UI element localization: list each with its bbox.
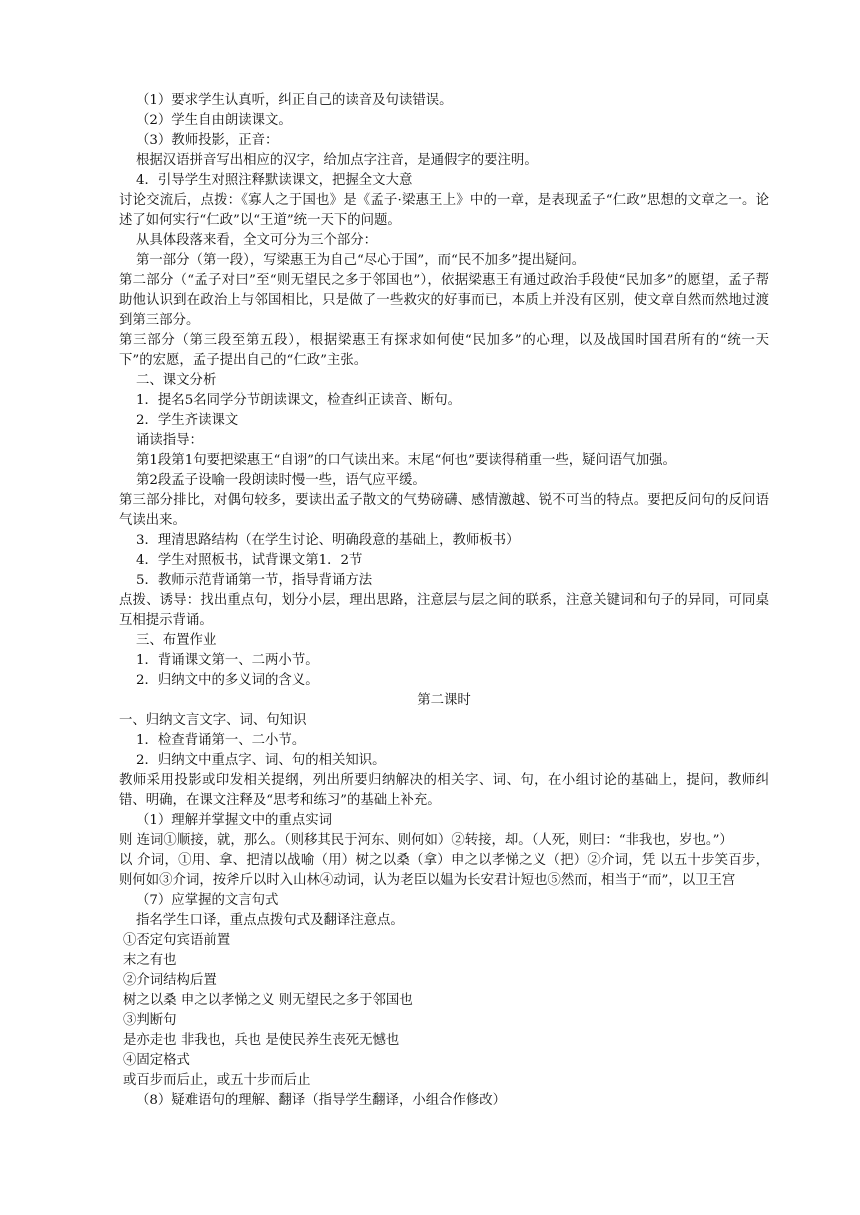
paragraph: 2．归纳文中的多义词的含义。	[136, 673, 319, 688]
paragraph: 则 连词①顺接，就，那么。（则移其民于河东、则何如）②转接，却。（人死，则曰：“非我也，岁也。”）	[119, 833, 733, 848]
paragraph: 指名学生口译，重点点拨句式及翻译注意点。	[136, 913, 404, 928]
paragraph: ③判断句	[123, 1013, 177, 1028]
paragraph: 1．背诵课文第一、二两小节。	[136, 653, 319, 668]
paragraph: 4．学生对照板书，试背课文第1．2节	[136, 553, 363, 568]
paragraph: 诵读指导：	[136, 433, 203, 448]
paragraph: 3．理清思路结构（在学生讨论、明确段意的基础上，教师板书）	[136, 533, 520, 548]
paragraph: 2．学生齐读课文	[136, 413, 239, 428]
paragraph: 第二部分（“孟子对曰”至“则无望民之多于邻国也”），依据梁惠王有通过政治手段使“民加多”的愿望，孟子帮助他认识到在政治上与邻国相比，只是做了一些救灾的好事而已，本质上并没有区别，使文章自然而然地过渡到第三部分。	[119, 273, 769, 328]
document-body	[119, 91, 769, 1111]
lesson-title: 第二课时	[417, 693, 471, 708]
paragraph: 1．检查背诵第一、二小节。	[136, 733, 306, 748]
paragraph: 1．提名5名同学分节朗读课文，检查纠正读音、断句。	[136, 393, 462, 408]
paragraph: 是亦走也 非我也，兵也 是使民养生丧死无憾也	[123, 1033, 400, 1048]
paragraph: ④固定格式	[123, 1053, 190, 1068]
paragraph: 第2段孟子设喻一段朗读时慢一些，语气应平缓。	[136, 473, 426, 488]
paragraph: 教师采用投影或印发相关提纲，列出所要归纳解决的相关字、词、句，在小组讨论的基础上，提问，教师纠错、明确，在课文注释及“思考和练习”的基础上补充。	[119, 773, 769, 808]
paragraph: 以 介词，①用、拿、把清以战喻（用）树之以桑（拿）申之以孝悌之义（把）②介词，凭 以五十步笑百步，则何如③介词，按斧斤以时入山林④动词，认为老臣以媪为长安君计短也⑤然而，相当于“而”，以卫王宫	[119, 853, 769, 888]
paragraph: ②介词结构后置	[123, 973, 217, 988]
subheading: （8）疑难语句的理解、翻译（指导学生翻译，小组合作修改）	[136, 1093, 507, 1108]
paragraph: （1）要求学生认真听，纠正自己的读音及句读错误。	[136, 93, 453, 108]
paragraph: 第一部分（第一段），写梁惠王为自己“尽心于国”，而“民不加多”提出疑问。	[136, 253, 586, 268]
paragraph: 5．教师示范背诵第一节，指导背诵方法	[136, 573, 373, 588]
paragraph: 根据汉语拼音写出相应的汉字，给加点字注音，是通假字的要注明。	[136, 153, 538, 168]
paragraph: （3）教师投影，正音：	[136, 133, 279, 148]
subheading: （1）理解并掌握文中的重点实词	[136, 813, 332, 828]
paragraph: 点拨、诱导：找出重点句，划分小层，理出思路，注意层与层之间的联系，注意关键词和句子的异同，可同桌互相提示背诵。	[119, 593, 769, 628]
paragraph: 从具体段落来看，全文可分为三个部分：	[136, 233, 378, 248]
section-heading: 二、课文分析	[136, 373, 217, 388]
section-heading: 三、布置作业	[136, 633, 217, 648]
paragraph: 树之以桑 申之以孝悌之义 则无望民之多于邻国也	[123, 993, 413, 1008]
paragraph: 2．归纳文中重点字、词、句的相关知识。	[136, 753, 386, 768]
subheading: （7）应掌握的文言句式	[136, 893, 279, 908]
section-heading: 一、归纳文言文字、词、句知识	[119, 713, 307, 728]
paragraph: （2）学生自由朗读课文。	[136, 113, 292, 128]
paragraph: 第三部分排比，对偶句较多，要读出孟子散文的气势磅礴、感情激越、锐不可当的特点。要把反问句的反问语气读出来。	[119, 493, 769, 528]
paragraph: 讨论交流后，点拨：《寡人之于国也》是《孟子·梁惠王上》中的一章，是表现孟子“仁政”思想的文章之一。论述了如何实行“仁政”以“王道”统一天下的问题。	[119, 193, 769, 228]
paragraph: 或百步而后止，或五十步而后止	[123, 1073, 311, 1088]
paragraph: 末之有也	[123, 953, 177, 968]
paragraph: 4．引导学生对照注释默读课文，把握全文大意	[136, 173, 413, 188]
paragraph: ①否定句宾语前置	[123, 933, 231, 948]
paragraph: 第三部分（第三段至第五段），根据梁惠王有探求如何使“民加多”的心理，以及战国时国君所有的“统一天下”的宏愿，孟子提出自己的“仁政”主张。	[119, 333, 769, 368]
paragraph: 第1段第1句要把梁惠王“自诩”的口气读出来。末尾“何也”要读得稍重一些，疑问语气加强。	[136, 453, 676, 468]
